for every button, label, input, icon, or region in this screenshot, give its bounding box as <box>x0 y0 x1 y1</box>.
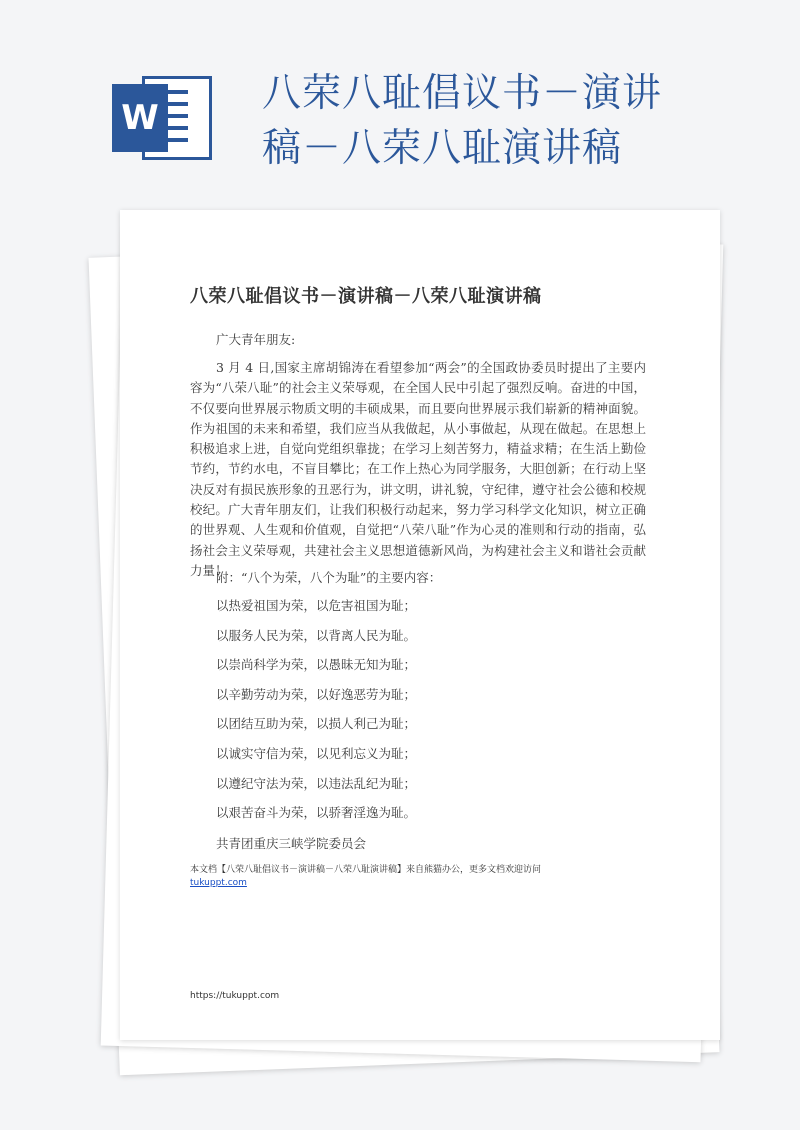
page-title <box>262 66 702 176</box>
list-item: 以崇尚科学为荣，以愚昧无知为耻； <box>216 657 417 673</box>
word-letter-badge: W <box>112 84 168 152</box>
source-note <box>190 864 660 890</box>
list-item: 以诚实守信为荣，以见利忘义为耻； <box>216 745 417 761</box>
body-paragraph: 3 月 4 日,国家主席胡锦涛在看望参加“两会”的全国政协委员时提出了主要内容为“八荣八耻”的社会主义荣辱观，在全国人民中引起了强烈反响。奋进的中国，不仅要向世界展示物质文明的丰硕成果，而且要向世界展示我们崭新的精神面貌。作为祖国的未来和希望，我们应当从我做起，从小事做起，从现在做起。在思想上积极追求上进，自觉向党组织靠拢；在学习上刻苦努力，精益求精；在生活上勤俭节约，节约水电，不盲目攀比；在工作上热心为同学服务，大胆创新；在行动上坚决反对有损民族形象的丑恶行为，讲文明，讲礼貌，守纪律，遵守社会公德和校规校纪。广大青年朋友们，让我们积极行动起来，努力学习科学文化知识，树立正确的世界观、人生观和价值观，自觉把“八荣八耻”作为心灵的准则和行动的指南，弘扬社会主义荣辱观，共建社会主义思想道德新风尚，为构建社会主义和谐社会贡献力量！ <box>190 360 646 578</box>
source-text: 本文档【八荣八耻倡议书－演讲稿－八荣八耻演讲稿】来自熊猫办公，更多文档欢迎访问 <box>190 865 542 875</box>
appendix-intro: 附：“八个为荣，八个为耻”的主要内容： <box>216 570 442 585</box>
list-item: 以艰苦奋斗为荣，以骄奢淫逸为耻。 <box>216 805 417 821</box>
salutation: 广大青年朋友: <box>216 332 296 347</box>
list-item: 以服务人民为荣，以背离人民为耻。 <box>216 627 417 643</box>
list-item: 以团结互助为荣，以损人利己为耻； <box>216 716 417 732</box>
document-page <box>120 210 720 1040</box>
footer-url: https://tukuppt.com <box>190 991 280 1001</box>
source-link[interactable]: tukuppt.com <box>190 878 247 888</box>
word-doc-icon <box>112 76 212 160</box>
list-item: 以热爱祖国为荣，以危害祖国为耻； <box>216 598 417 613</box>
document-title: 八荣八耻倡议书－演讲稿－八荣八耻演讲稿 <box>190 286 542 307</box>
page-title-line2: 稿－八荣八耻演讲稿 <box>262 126 623 171</box>
list-item: 以遵纪守法为荣，以违法乱纪为耻； <box>216 775 417 791</box>
list-item: 以辛勤劳动为荣，以好逸恶劳为耻； <box>216 686 417 702</box>
page-title-line1: 八荣八耻倡议书－演讲 <box>262 71 663 116</box>
signature: 共青团重庆三峡学院委员会 <box>216 836 367 851</box>
honor-shame-list <box>216 597 416 834</box>
